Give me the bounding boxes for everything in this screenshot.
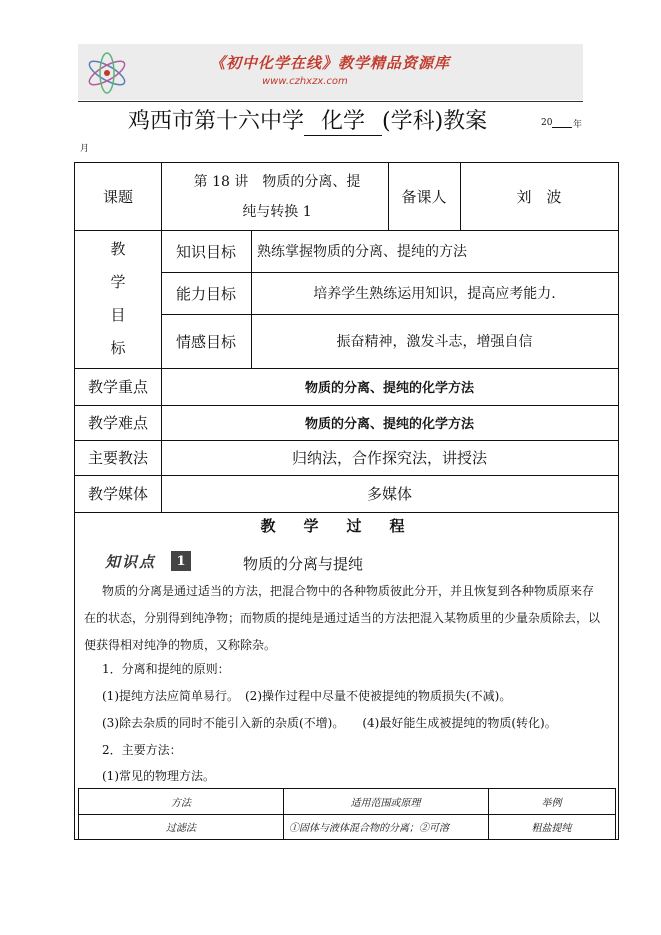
methods-cell: 粗盐提纯	[531, 823, 572, 834]
key-point-value: 物质的分离、提纯的化学方法	[304, 381, 474, 396]
header-rule	[78, 101, 583, 102]
principle-line: (3)除去杂质的同时不能引入新的杂质(不增)。 (4)最好能生成被提纯的物质(转化)。	[102, 716, 557, 730]
emotion-goal-label: 情感目标	[175, 332, 236, 351]
banner-title: 《初中化学在线》教学精品资源库	[210, 54, 451, 72]
knowledge-point-title: 物质的分离与提纯	[243, 555, 364, 573]
banner-url: www.czhxzx.com	[262, 76, 348, 87]
year-prefix: 20	[541, 118, 553, 128]
media-value: 多媒体	[366, 485, 412, 503]
subject-suffix: (学科)教案	[382, 109, 488, 134]
methods-cell: 过滤法	[166, 823, 196, 834]
goals-label-char: 教	[110, 240, 126, 258]
knowledge-goal-value: 熟练掌握物质的分离、提纯的方法	[257, 244, 467, 260]
year-label: 年	[573, 120, 583, 130]
topic-line-2: 纯与转换 1	[242, 203, 312, 220]
emotion-goal-value: 振奋精神，激发斗志，增强自信	[336, 334, 533, 350]
year-blank	[552, 127, 572, 128]
method-value: 归纳法，合作探究法，讲授法	[291, 449, 487, 467]
method-label: 主要教法	[87, 449, 148, 467]
ability-goal-value: 培养学生熟练运用知识，提高应考能力.	[313, 286, 556, 302]
school-name: 鸡西市第十六中学	[128, 109, 305, 134]
row-divider	[75, 512, 618, 513]
subject-name: 化学	[304, 104, 382, 136]
preparer-label: 备课人	[401, 188, 447, 206]
intro-paragraph: 物质的分离是通过适当的方法，把混合物中的各种物质彼此分开，并且恢复到各种物质原来存在的状态，分别得到纯净物；而物质的提纯是通过适当的方法把混入某物质里的少量杂质除去，以便获得相对纯净的物质，又称除杂。	[84, 584, 601, 652]
atom-logo-icon	[82, 50, 132, 96]
knowledge-goal-label: 知识目标	[175, 242, 236, 261]
month-label: 月	[80, 144, 90, 154]
methods-header-scope: 适用范围或原理	[350, 798, 421, 809]
media-label: 教学媒体	[87, 485, 148, 503]
principles-heading: 1．分离和提纯的原则：	[102, 662, 230, 676]
topic-value	[167, 163, 387, 230]
difficulty-value: 物质的分离、提纯的化学方法	[304, 417, 474, 432]
difficulty-label: 教学难点	[87, 414, 148, 432]
ability-goal-label: 能力目标	[175, 284, 236, 303]
key-point-label: 教学重点	[87, 378, 148, 396]
knowledge-point-number: 1	[171, 551, 191, 571]
page-title	[128, 104, 487, 136]
goals-label-char: 目	[110, 306, 126, 324]
physical-methods-heading: (1)常见的物理方法。	[102, 769, 215, 783]
methods-cell: ①固体与液体混合物的分离；②可溶	[289, 823, 449, 834]
topic-line-1: 第 18 讲 物质的分离、提	[193, 173, 361, 190]
knowledge-point-badge: 知识点	[105, 553, 157, 571]
principle-line: (1)提纯方法应简单易行。 (2)操作过程中尽量不使被提纯的物质损失(不减)。	[102, 689, 512, 703]
goals-label-char: 标	[110, 339, 126, 357]
preparer-name: 刘 波	[516, 188, 562, 206]
methods-header-method: 方法	[171, 798, 191, 809]
goals-label-char: 学	[110, 273, 126, 291]
methods-heading: 2．主要方法：	[102, 743, 182, 757]
lesson-plan-table	[74, 162, 619, 840]
methods-table	[78, 788, 616, 840]
methods-header-example: 举例	[541, 798, 562, 809]
process-title: 教学过程	[260, 517, 433, 535]
topic-label: 课题	[102, 188, 133, 206]
goals-label	[75, 230, 161, 368]
